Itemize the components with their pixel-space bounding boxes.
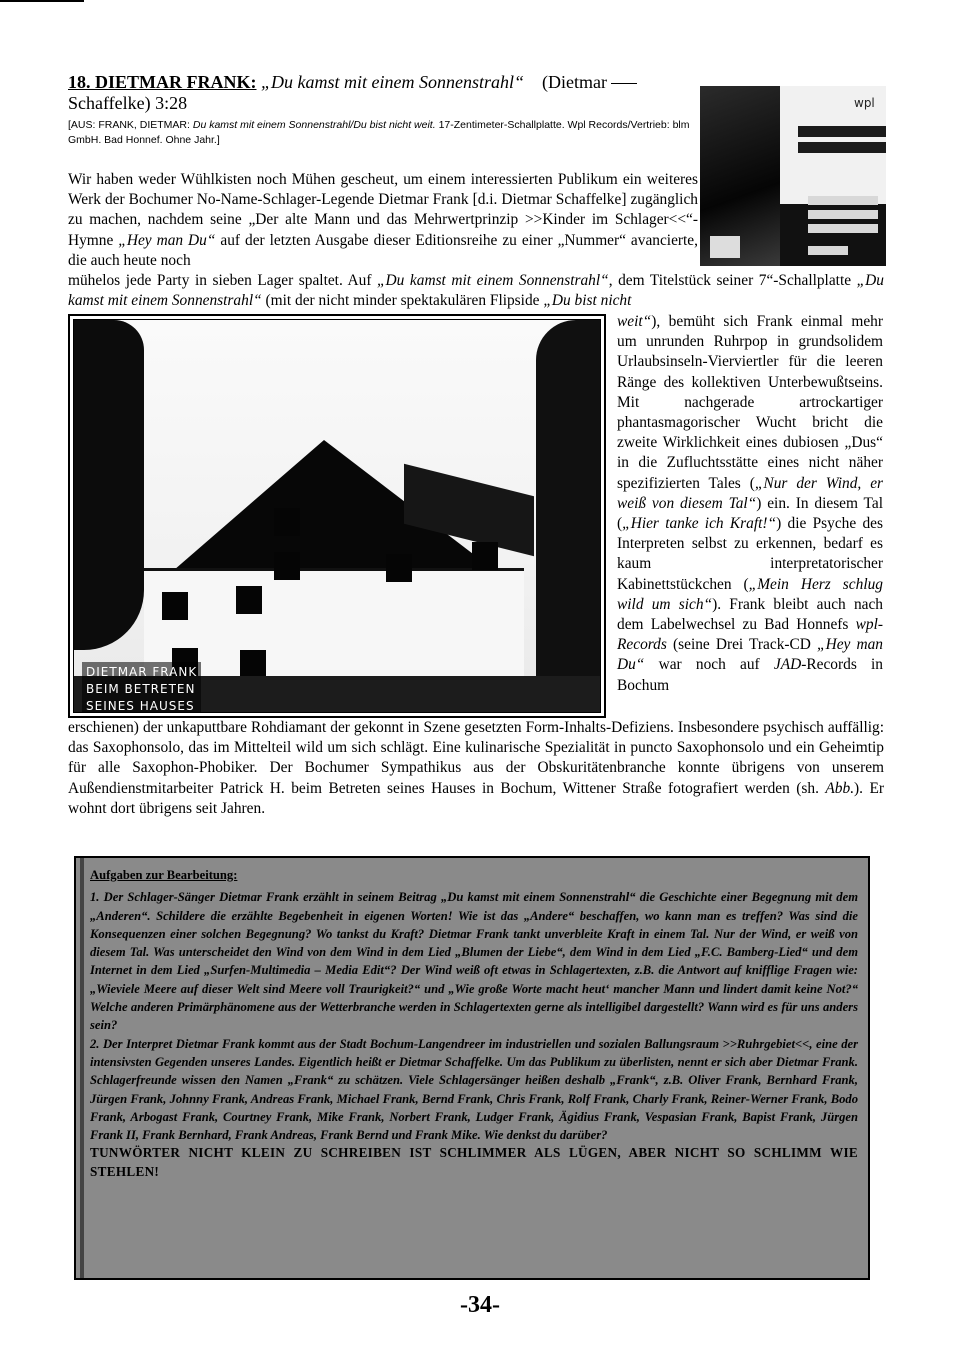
text-run: Wir haben weder Wühlkisten noch Mühen gescheut, um einem interessierten Publikum ein weiteres Werk der Bochumer No-Name-Schlager-Legende Dietmar Frank [d.i. Dietmar Schaffelke] zugänglich zu machen, nachdem seine „Der alte Mann und das Mehrwertprinzip >>Kinder im Schlager<<“-Hymne — [68, 171, 698, 249]
tasks-closing: TUNWÖRTER NICHT KLEIN ZU SCHREIBEN IST SCHLIMMER ALS LÜGEN, ABER NICHT SO SCHLIMM WIE STEHLEN! — [90, 1145, 858, 1179]
cover-title-band — [798, 142, 886, 153]
photo-window — [472, 542, 498, 570]
photo-tree-left — [74, 320, 144, 650]
text-run: ) ein. In diesem Tal ( — [617, 494, 883, 533]
heading-song-title: „Du kamst mit einem Sonnenstrahl“ — [261, 72, 524, 92]
text-run: , dem Titelstück seiner 7“-Schallplatte — [608, 272, 857, 289]
text-run: ), bemüht sich Frank einmal mehr um unrunden Ruhrpop in grundsolidem Urlaubsinseln-Vierviertler für die leeren Ränge des kollektiven Unterbewußtseins. Mit nachgerade artrockartiger phantasmagorischer Wucht bricht die zweite Wirklichkeit eines dubiosen „Dus“ in die Zufluchtsstätte eines nicht näher spezifizierten Tales ( — [617, 313, 883, 492]
text-run: -Records in Bochum — [617, 656, 883, 694]
text-run-italic: „Du kamst mit einem Sonnenstrahl“ — [377, 272, 609, 289]
cover-label-spot — [710, 236, 740, 258]
source-prefix: [AUS: FRANK, DIETMAR: — [68, 119, 190, 131]
text-run-italic: „Mein Herz schlug wild um sich“ — [617, 575, 883, 613]
paragraph-intro — [68, 170, 698, 271]
cover-text-line — [808, 210, 878, 219]
caption-line: DIETMAR FRANK — [86, 665, 198, 679]
text-run-italic: „Du kamst mit einem Sonnenstrahl“ — [68, 272, 884, 310]
source-rest: 17-Zentimeter-Schallplatte. Wpl Records/Vertrieb: blm GmbH. Bad Honnef. Ohne Jahr.] — [68, 119, 690, 146]
paragraph-right-column — [617, 312, 883, 696]
text-run-italic: wpl-Records — [617, 616, 883, 654]
photo-frank-house — [68, 314, 606, 718]
text-run: auf der letzten Ausgabe dieser Editionsreihe zu einer „Nummer“ avancierte, die auch heute noch — [68, 231, 698, 269]
paragraph-closing — [68, 718, 884, 819]
task-question-1: 1. Der Schlager-Sänger Dietmar Frank erzählt in seinem Beitrag „Du kamst mit einem Sonnenstrahl“ die Geschichte einer Begegnung mit dem „Anderen“. Schildere die erzählte Begebenheit in eigenen Worten! Wie ist das „Andere“ beschaffen, wo kann man es treffen? Was sind die Konsequenzen einer solchen Begegnung? Wo tankst du Kraft? Dietmar Frank tankt unverbleite Kraft in einem Tal. Nur der Wind, er weiß von diesem Tal. Was unterscheidet den Wind von dem Wind in dem Lied „Blumen der Liebe“, dem Wind in dem Lied „F.C. Bamberg-Lied“ und dem Internet in dem Lied „Surfen-Multimedia – Media Edit“? Der Wind weiß oft etwas in Schlagertexten, z.B. die Antwort auf knifflige Fragen wie: „Wieviele Meere auf dieser Welt sind Meere voll Traurigkeit?“ und „Wie große Worte macht heut‘ mancher Mann und lindert damit keine Not?“ Welche anderen Primärphänomene aus der Wetterbranche werden in Schlagertexten gerne als intelligibel dargestellt? Wann wird es für uns anders sein? — [90, 890, 858, 1033]
photo-inner — [73, 319, 601, 713]
photo-window — [240, 650, 266, 678]
source-title: Du kamst mit einem Sonnenstrahl/Du bist nicht weit. — [192, 119, 436, 131]
photo-window — [236, 586, 262, 614]
text-run: war noch auf — [644, 656, 774, 674]
text-run-italic: „Hier tanke ich Kraft!“ — [622, 515, 777, 533]
heading-number-name: 18. DIETMAR FRANK: — [68, 72, 257, 92]
text-run-italic: weit“ — [617, 313, 652, 330]
cover-text-line — [808, 196, 878, 205]
text-run-italic: „Du bist nicht — [543, 292, 632, 310]
text-run: erschienen) der unkaputtbare Rohdiamant der gekonnt in Szene gesetzten Form-Inhalts-Defiziens. Insbesondere psychisch auffällig: das Saxophonsolo, das im Mittelteil wild um sich schlägt. Eine kulinarische Spezialität in puncto Saxophonsolo und ein Geheimtip für alle Saxophon-Phobiker. Der Bochumer Sympathikus aus der Obskuritätenbranche konnte übrigens von unserem Außendienstmitarbeiter Patrick H. beim Betreten seines Hauses in Bochum, Wittener Straße fotografiert werden (sh. — [68, 719, 884, 797]
paragraph-continued — [68, 271, 884, 311]
text-run: (mit der nicht minder spektakulären Flipside — [261, 292, 544, 310]
text-run-italic: JAD — [773, 656, 802, 674]
text-run: ) die Psyche des Interpreten selbst zu erkennen, bedarf es kaum interpretatorischer Kabinettstückchen ( — [617, 515, 883, 593]
page-number: -34- — [460, 1292, 500, 1318]
cover-text-line — [808, 224, 878, 233]
text-run: ). Frank bleibt auch nach dem Labelwechsel zu Bad Honnefs — [617, 595, 883, 634]
heading-author-line2: Schaffelke) 3:28 — [68, 93, 188, 113]
photo-window — [386, 554, 412, 582]
text-run-italic: „Nur der Wind, er weiß von diesem Tal“ — [617, 474, 884, 512]
source-citation — [68, 118, 700, 148]
photo-tree-right — [536, 320, 600, 713]
tasks-title: Aufgaben zur Bearbeitung: — [90, 868, 238, 882]
text-run: ). Er wohnt dort übrigens seit Jahren. — [68, 779, 884, 817]
photo-window — [274, 508, 300, 536]
tasks-box-stripe — [80, 858, 84, 1278]
text-run-italic: Abb. — [825, 779, 855, 797]
article-heading — [68, 72, 708, 114]
photo-window — [274, 552, 300, 580]
task-question-2: 2. Der Interpret Dietmar Frank kommt aus der Stadt Bochum-Langendreer im industriellen und sozialen Ballungsraum >>Ruhrgebiet<<, eine der intensivsten Gegenden unseres Landes. Eigentlich heißt er Dietmar Schaffelke. Um das Publikum zu überlisten, nennt er sich aber Dietmar Frank. Schlagerfreunde wissen den Namen „Frank“ zu schätzen. Viele Schlagersänger heißen deshalb „Frank“, z.B. Oliver Frank, Bernhard Frank, Jürgen Frank, Johnny Frank, Andreas Frank, Michael Frank, Bernd Frank, Chris Frank, Rolf Frank, Charly Frank, Reiner-Werner Frank, Bodo Frank, Arbogast Frank, Courtney Frank, Mike Frank, Norbert Frank, Ludger Frank, Ägidius Frank, Vespasian Frank, Bapist Frank, Jürgen Frank II, Frank Bernhard, Frank Andreas, Frank Bernd und Frank Mike. Wie denkst du darüber? — [90, 1036, 858, 1143]
heading-author-line1: (Dietmar — [542, 72, 607, 92]
caption-line: SEINES HAUSES — [86, 699, 195, 713]
cover-text-line — [808, 246, 848, 255]
tasks-box — [74, 856, 870, 1280]
cover-title-band — [798, 126, 886, 137]
text-run: mühelos jede Party in sieben Lager spaltet. Auf — [68, 272, 377, 289]
text-run-italic: „Hey man Du“ — [617, 636, 883, 674]
text-run-italic: „Hey man Du“ — [118, 231, 216, 249]
caption-line: BEIM BETRETEN — [86, 682, 196, 696]
photo-caption — [82, 662, 201, 713]
cover-logo: wpl — [854, 96, 875, 110]
tasks-content — [90, 866, 858, 1274]
record-cover-image — [700, 86, 886, 266]
heading-rule — [611, 83, 637, 84]
photo-window — [162, 592, 188, 620]
text-run: (seine Drei Track-CD — [666, 636, 818, 654]
top-rule — [0, 0, 84, 2]
